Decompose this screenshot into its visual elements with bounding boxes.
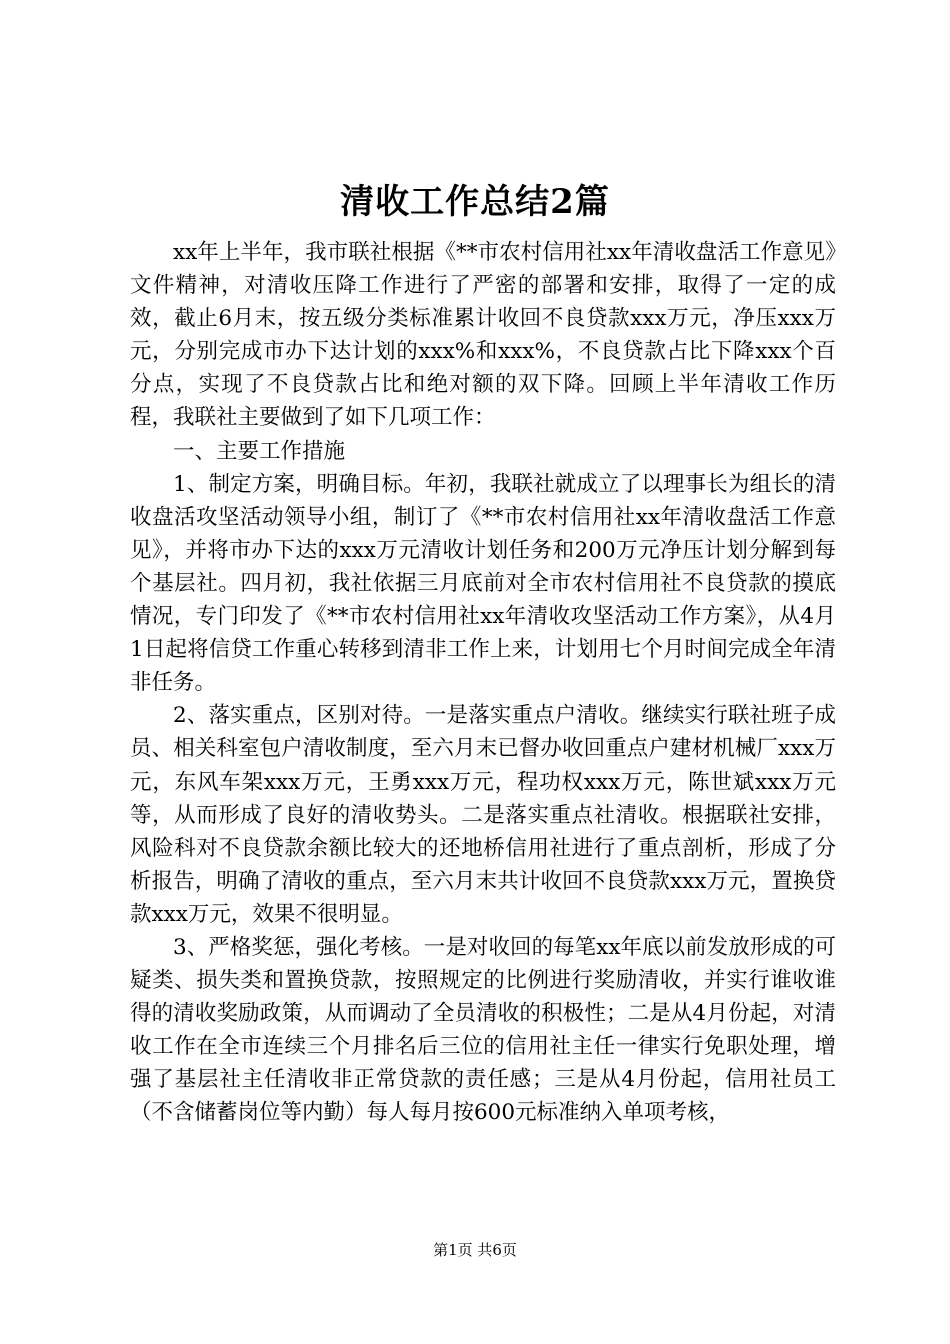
document-title: 清收工作总结2篇 (340, 182, 610, 222)
paragraph-measure-3: 3、严格奖惩，强化考核。一是对收回的每笔xx年底以前发放形成的可疑类、损失类和置换贷款，按照规定的比例进行奖励清收，并实行谁收谁得的清收奖励政策，从而调动了全员清收的积极性；二是从4月份起，对清收工作在全市连续三个月排名后三位的信用社主任一律实行免职处理，增强了基层社主任清收非正常贷款的责任感；三是从4月份起，信用社员工（不含储蓄岗位等内勤）每人每月按600元标准纳入单项考核， (130, 934, 836, 1126)
paragraph-measure-1: 1、制定方案，明确目标。年初，我联社就成立了以理事长为组长的清收盘活攻坚活动领导小组，制订了《**市农村信用社xx年清收盘活工作意见》，并将市办下达的xxx万元清收计划任务和200万元净压计划分解到每个基层社。四月初，我社依据三月底前对全市农村信用社不良贷款的摸底情况，专门印发了《**市农村信用社xx年清收攻坚活动工作方案》，从4月1日起将信贷工作重心转移到清非工作上来，计划用七个月时间完成全年清非任务。 (130, 471, 836, 696)
intro-paragraph: xx年上半年，我市联社根据《**市农村信用社xx年清收盘活工作意见》文件精神，对清收压降工作进行了严密的部署和安排，取得了一定的成效，截止6月末，按五级分类标准累计收回不良贷款xxx万元，净压xxx万元，分别完成市办下达计划的xxx%和xxx%，不良贷款占比下降xxx个百分点，实现了不良贷款占比和绝对额的双下降。回顾上半年清收工作历程，我联社主要做到了如下几项工作： (130, 240, 836, 431)
section-heading-main-measures: 一、主要工作措施 (173, 438, 346, 464)
page-number-footer: 第1页 共6页 (433, 1241, 517, 1259)
paragraph-measure-2: 2、落实重点，区别对待。一是落实重点户清收。继续实行联社班子成员、相关科室包户清收制度，至六月末已督办收回重点户建材机械厂xxx万元，东风车架xxx万元，王勇xxx万元，程功权xxx万元，陈世斌xxx万元等，从而形成了良好的清收势头。二是落实重点社清收。根据联社安排，风险科对不良贷款余额比较大的还地桥信用社进行了重点剖析，形成了分析报告，明确了清收的重点，至六月末共计收回不良贷款xxx万元，置换贷款xxx万元，效果不很明显。 (130, 703, 836, 927)
document-body (130, 236, 836, 1130)
